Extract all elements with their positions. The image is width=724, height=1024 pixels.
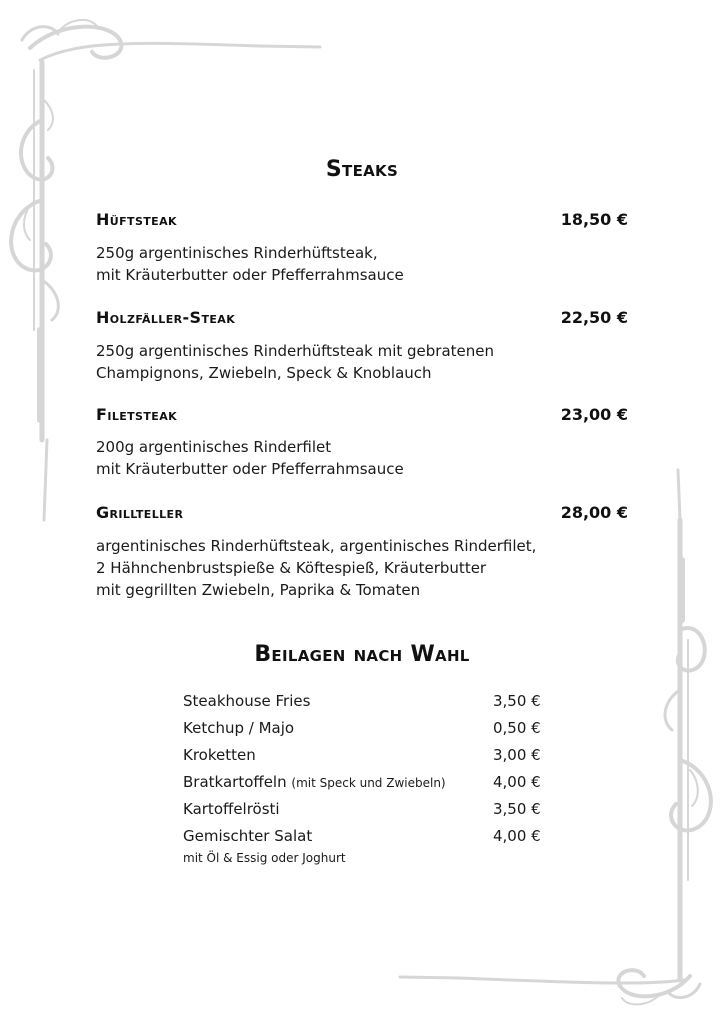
description-line: 250g argentinisches Rinderhüftsteak mit gebratenen	[96, 342, 495, 360]
item-name-hueftsteak: Hüftsteak	[96, 210, 177, 229]
side-item-kroketten	[183, 746, 543, 770]
side-item-name: Gemischter Salat	[183, 827, 313, 845]
side-item-name-wrap	[183, 773, 446, 791]
description-line: 200g argentinisches Rinderfilet	[96, 438, 332, 456]
item-name-holzfaeller-steak: Holzfäller-Steak	[96, 308, 236, 327]
side-item-kartoffelroesti	[183, 800, 543, 824]
description-line: 2 Hähnchenbrustspieße & Köftespieß, Kräuterbutter	[96, 559, 487, 577]
side-item-name: Steakhouse Fries	[183, 692, 311, 710]
item-description-filetsteak	[96, 436, 404, 480]
side-item-price: 3,00 €	[493, 746, 541, 764]
side-item-sub-note: mit Öl & Essig oder Joghurt	[183, 851, 346, 865]
item-price-filetsteak: 23,00 €	[560, 405, 628, 424]
side-item-price: 3,50 €	[493, 692, 541, 710]
item-price-grillteller: 28,00 €	[560, 503, 628, 522]
side-item-name: Bratkartoffeln	[183, 773, 287, 791]
side-item-note: (mit Speck und Zwiebeln)	[291, 776, 446, 790]
side-item-price: 4,00 €	[493, 773, 541, 791]
side-item-name: Kartoffelrösti	[183, 800, 280, 818]
item-name-filetsteak: Filetsteak	[96, 405, 178, 424]
side-item-name: Ketchup / Majo	[183, 719, 295, 737]
side-item-price: 3,50 €	[493, 800, 541, 818]
side-item-steakhouse-fries	[183, 692, 543, 716]
description-line: 250g argentinisches Rinderhüftsteak,	[96, 244, 378, 262]
side-item-gemischter-salat	[183, 827, 543, 851]
side-item-price: 0,50 €	[493, 719, 541, 737]
item-description-grillteller	[96, 535, 536, 601]
item-name-grillteller: Grillteller	[96, 503, 184, 522]
item-description-hueftsteak	[96, 242, 404, 286]
side-item-bratkartoffeln	[183, 773, 543, 797]
item-price-hueftsteak: 18,50 €	[560, 210, 628, 229]
side-item-price: 4,00 €	[493, 827, 541, 845]
description-line: mit Kräuterbutter oder Pfefferrahmsauce	[96, 460, 404, 478]
section-title-steaks: Steaks	[325, 157, 399, 182]
item-price-holzfaeller-steak: 22,50 €	[560, 308, 628, 327]
description-line: argentinisches Rinderhüftsteak, argentinisches Rinderfilet,	[96, 537, 537, 555]
side-item-name: Kroketten	[183, 746, 256, 764]
description-line: Champignons, Zwiebeln, Speck & Knoblauch	[96, 364, 432, 382]
description-line: mit Kräuterbutter oder Pfefferrahmsauce	[96, 266, 404, 284]
item-description-holzfaeller-steak	[96, 340, 494, 384]
side-item-ketchup-majo	[183, 719, 543, 743]
section-title-sides: Beilagen nach Wahl	[254, 642, 470, 667]
description-line: mit gegrillten Zwiebeln, Paprika & Tomaten	[96, 581, 421, 599]
